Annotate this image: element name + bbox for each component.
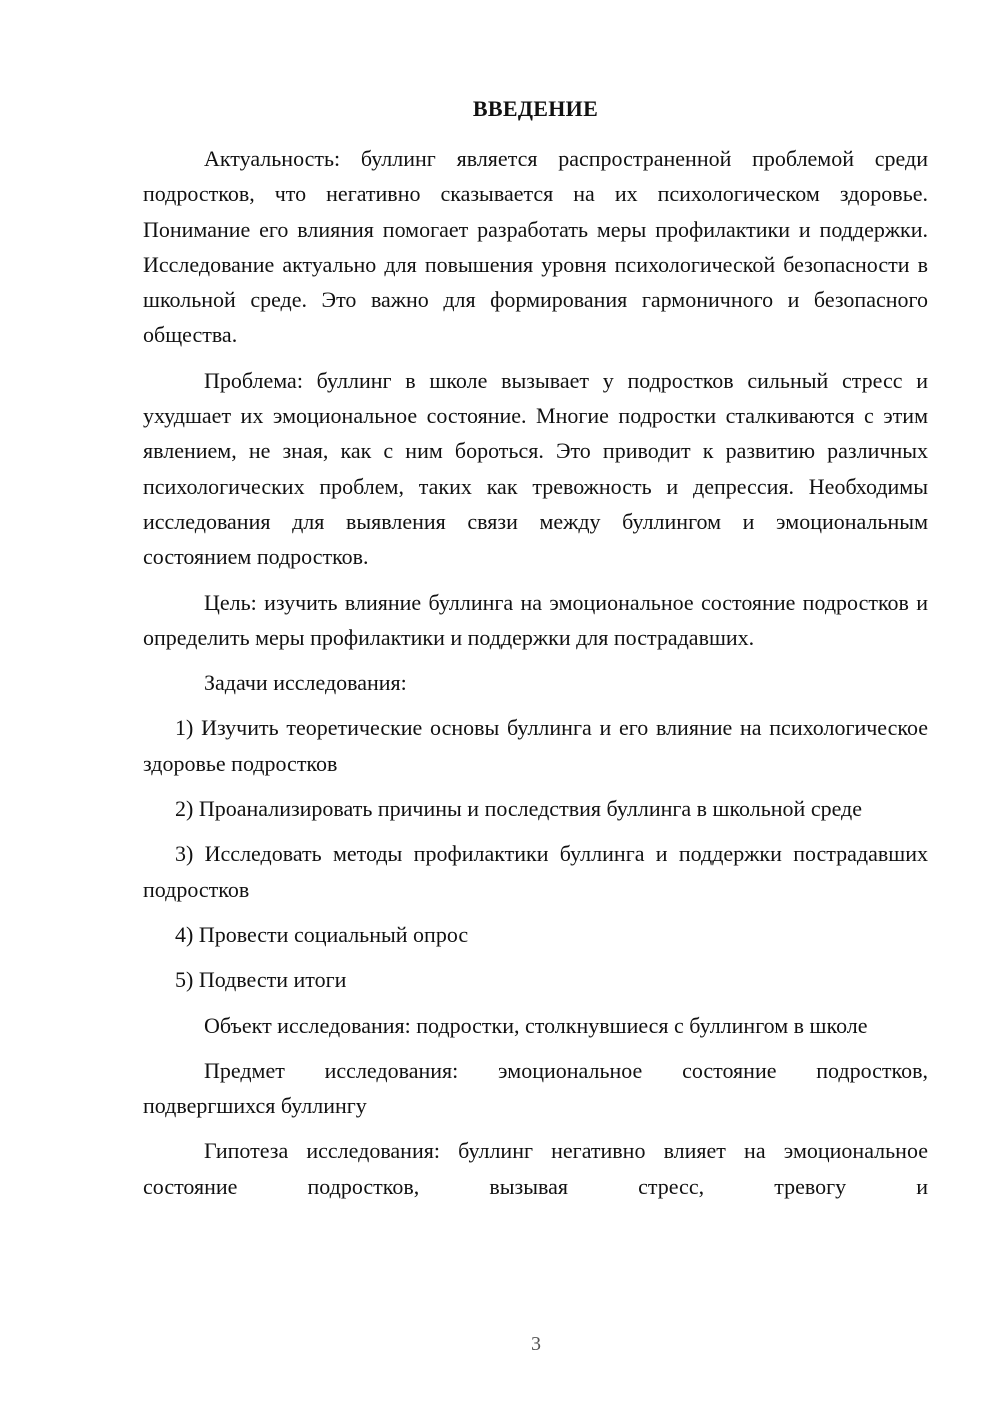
paragraph-object: Объект исследования: подростки, столкнувшиеся с буллингом в школе xyxy=(204,1012,868,1038)
list-item: 5) Подвести итоги xyxy=(175,967,347,993)
paragraph-goal: Цель: изучить влияние буллинга на эмоциональное состояние подростков и определить меры профилактики и поддержки для пострадавших. xyxy=(143,589,928,650)
list-item: 4) Провести социальный опрос xyxy=(175,921,469,947)
paragraph-relevance: Актуальность: буллинг является распространенной проблемой среди подростков, что негативно сказывается на их психологическом здоровье. Понимание его влияния помогает разработать меры профилактики и поддержки. Исследование актуально для повышения уровня психологической безопасности в школьной среде. Это важно для формирования гармоничного и безопасного общества. xyxy=(143,146,928,348)
list-item: 1) Изучить теоретические основы буллинга и его влияние на психологическое здоровье подростков xyxy=(143,715,928,776)
page-number: 3 xyxy=(531,1333,541,1355)
tasks-list xyxy=(143,710,928,997)
section-title: ВВЕДЕНИЕ xyxy=(472,96,599,121)
list-item: 3) Исследовать методы профилактики буллинга и поддержки пострадавших подростков xyxy=(143,841,928,902)
list-item: 2) Проанализировать причины и последствия буллинга в школьной среде xyxy=(175,796,863,822)
page-content xyxy=(143,94,928,1204)
paragraph-subject: Предмет исследования: эмоциональное состояние подростков, подвергшихся буллингу xyxy=(143,1057,928,1119)
paragraph-hypothesis: Гипотеза исследования: буллинг негативно влияет на эмоциональное состояние подростков, вызывая стресс, тревогу и xyxy=(143,1138,928,1199)
tasks-heading: Задачи исследования: xyxy=(204,670,407,696)
paragraph-problem: Проблема: буллинг в школе вызывает у подростков сильный стресс и ухудшает их эмоциональное состояние. Многие подростки сталкиваются с этим явлением, не зная, как с ним бороться. Это приводит к развитию различных психологических проблем, таких как тревожность и депрессия. Необходимы исследования для выявления связи между буллингом и эмоциональным состоянием подростков. xyxy=(143,367,928,570)
